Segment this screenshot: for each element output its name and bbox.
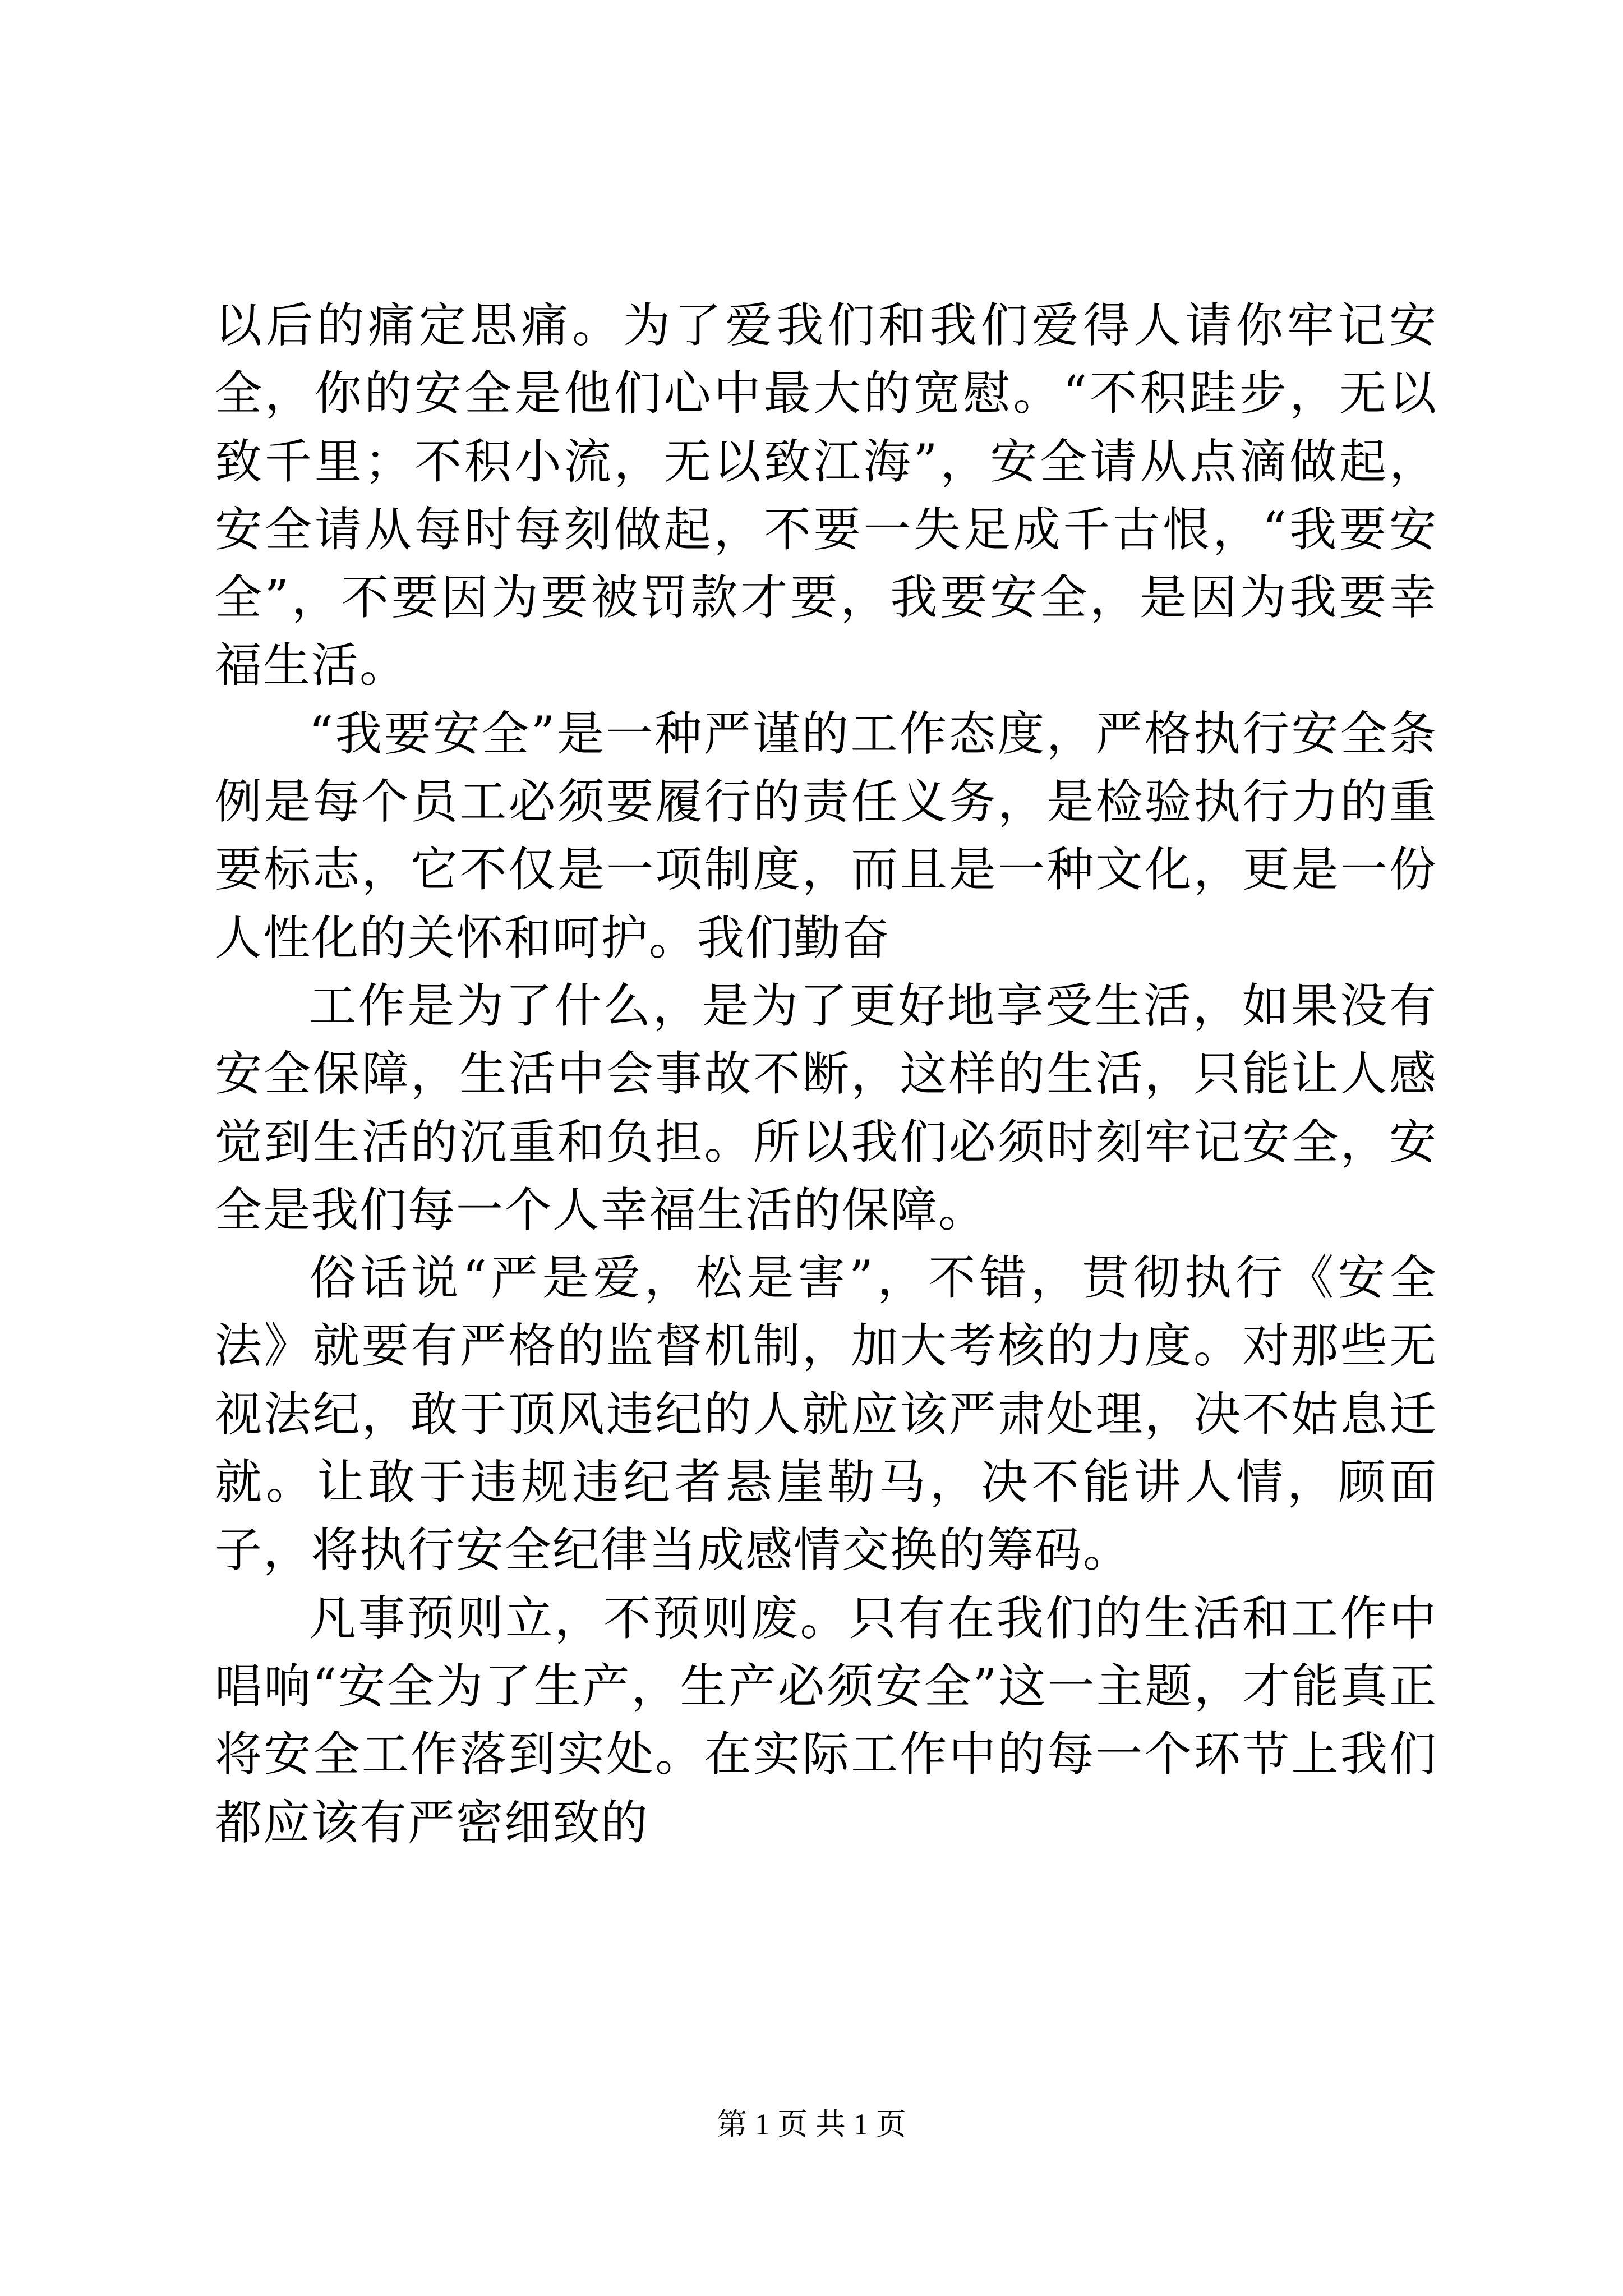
paragraph-1: 以后的痛定思痛。为了爱我们和我们爱得人请你牢记安全，你的安全是他们心中最大的宽慰。“不积跬步，无以致千里；不积小流，无以致江海”，安全请从点滴做起，安全请从每时每刻做起，不要一失足成千古恨，“我要安全”，不要因为要被罚款才要，我要安全，是因为我要幸福生活。 (215, 298, 1437, 693)
paragraph-2: “我要安全”是一种严谨的工作态度，严格执行安全条例是每个员工必须要履行的责任义务，是检验执行力的重要标志，它不仅是一项制度，而且是一种文化，更是一份人性化的关怀和呵护。我们勤奋 (215, 706, 1437, 965)
paragraph-4: 俗话说“严是爱，松是害”，不错，贯彻执行《安全法》就要有严格的监督机制，加大考核的力度。对那些无视法纪，敢于顶风违纪的人就应该严肃处理，决不姑息迁就。让敢于违规违纪者悬崖勒马，决不能讲人情，顾面子，将执行安全纪律当成感情交换的筹码。 (215, 1250, 1437, 1578)
page-footer: 第 1 页 共 1 页 (717, 2108, 906, 2141)
paragraph-5: 凡事预则立，不预则废。只有在我们的生活和工作中唱响“安全为了生产，生产必须安全”这一主题，才能真正将安全工作落到实处。在实际工作中的每一个环节上我们都应该有严密细致的 (215, 1590, 1437, 1850)
paragraph-3: 工作是为了什么，是为了更好地享受生活，如果没有安全保障，生活中会事故不断，这样的生活，只能让人感觉到生活的沉重和负担。所以我们必须时刻牢记安全，安全是我们每一个人幸福生活的保障。 (215, 978, 1437, 1237)
document-body (215, 292, 1437, 1857)
